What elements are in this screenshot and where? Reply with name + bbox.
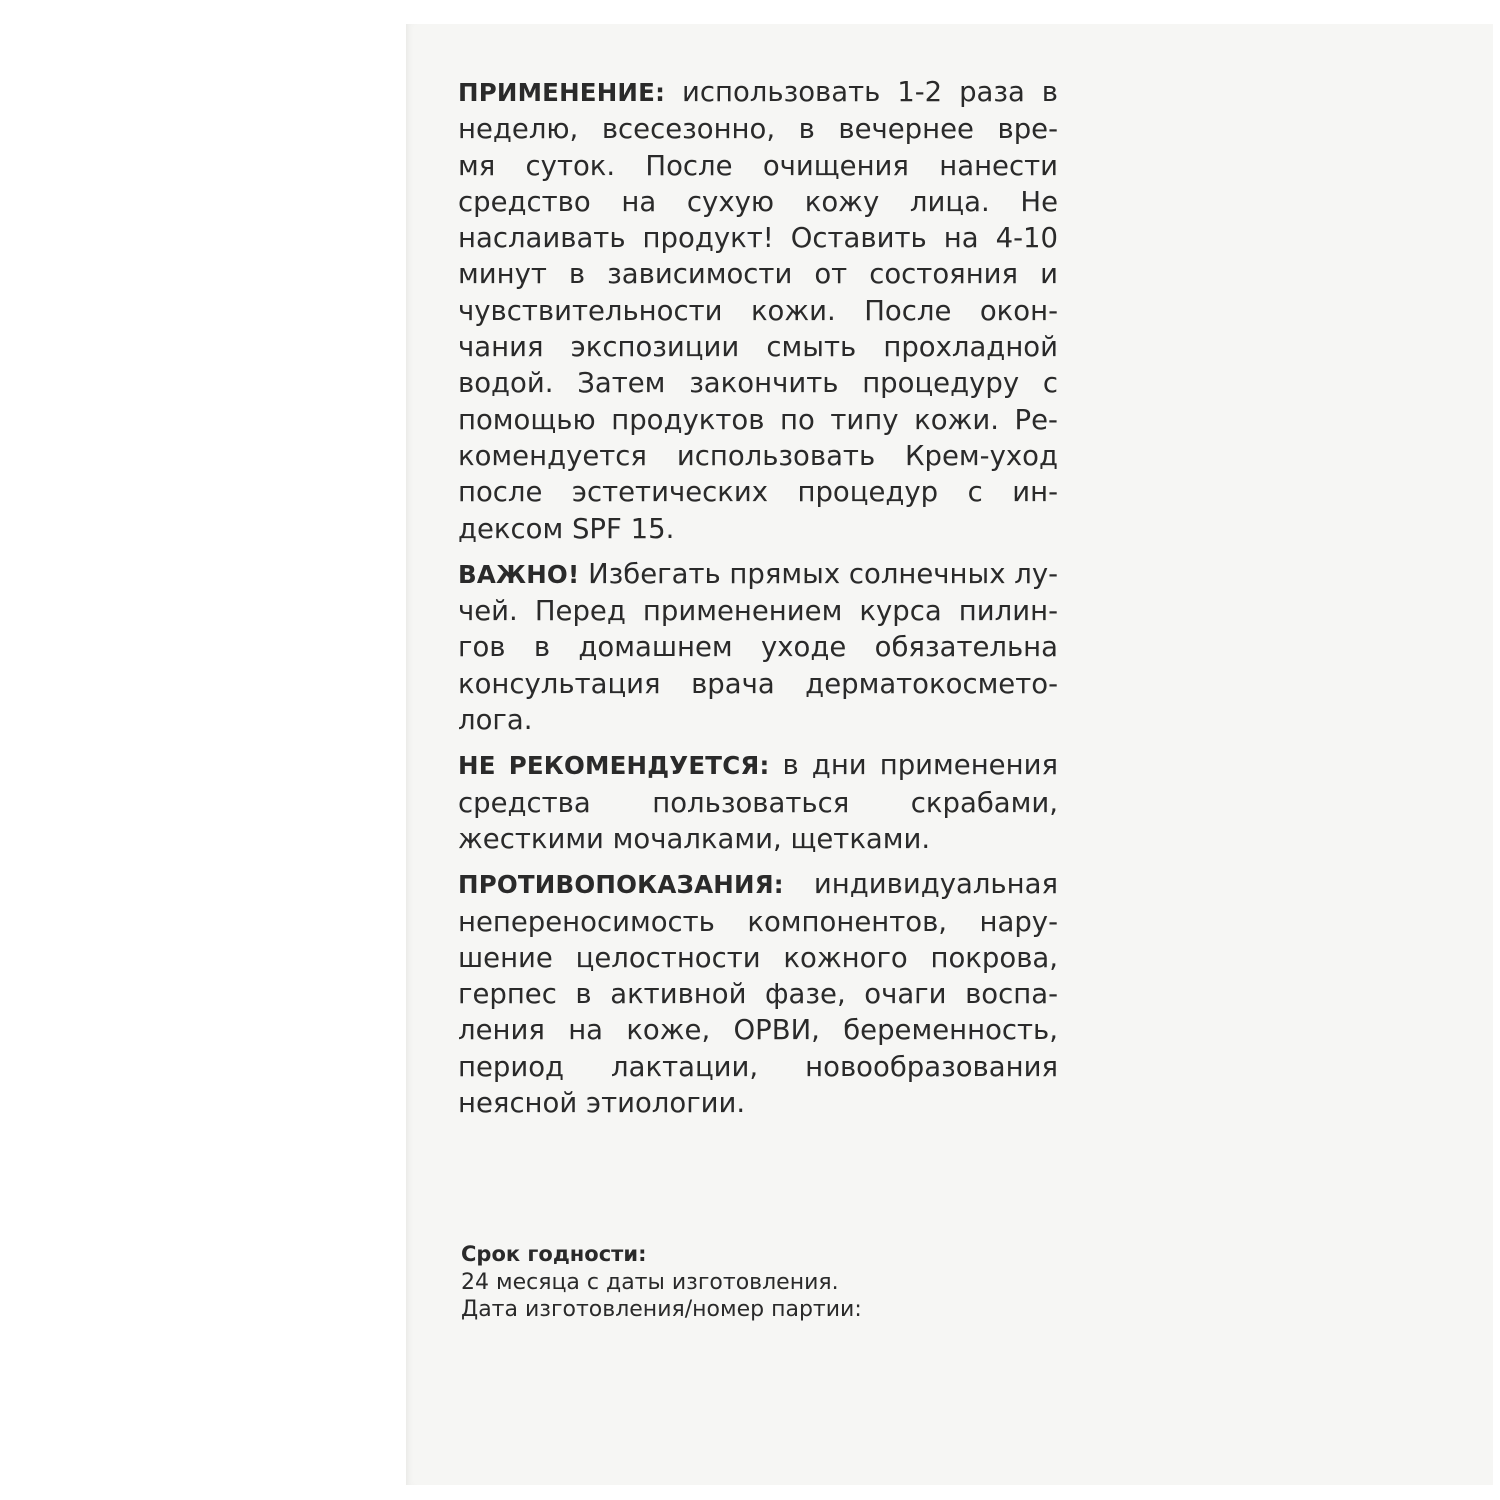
contraindications-line: шение целостности кожного покрова,: [458, 941, 1058, 974]
shelf-life-value: 24 месяца с даты изготовления.: [461, 1269, 839, 1295]
important-line: чей. Перед применением курса пилин-: [458, 595, 1058, 628]
usage-line: дексом SPF 15.: [458, 512, 675, 545]
usage-line: ПРИМЕНЕНИЕ: использовать 1-2 раза в: [458, 76, 1058, 108]
usage-line: после эстетических процедур с ин-: [458, 476, 1058, 509]
important-line: гов в домашнем уходе обязательна: [458, 631, 1058, 664]
usage-line: помощью продуктов по типу кожи. Ре-: [458, 403, 1058, 436]
usage-line: неделю, всесезонно, в вечернее вре-: [458, 113, 1058, 146]
contraindications-line: непереносимость компонентов, нару-: [458, 905, 1058, 938]
contraindications-line: неясной этиологии.: [458, 1087, 746, 1120]
important-line: лога.: [458, 704, 533, 737]
contraindications-line: ПРОТИВОПОКАЗАНИЯ: индивидуальная: [458, 868, 1058, 901]
usage-line: мя суток. После очищения нанести: [458, 149, 1058, 182]
contraindications-heading: ПРОТИВОПОКАЗАНИЯ:: [458, 870, 784, 900]
not-recommended-line: жесткими мочалками, щетками.: [458, 822, 931, 855]
important-paragraph: [458, 556, 1058, 738]
not-recommended-line: средства пользоваться скрабами,: [458, 786, 1058, 819]
usage-line: минут в зависимости от состояния и: [458, 258, 1058, 291]
important-line: ВАЖНО! Избегать прямых солнечных лу-: [458, 557, 1059, 590]
usage-heading: ПРИМЕНЕНИЕ:: [458, 78, 666, 107]
contraindications-line: ления на коже, ОРВИ, беременность,: [458, 1014, 1058, 1047]
not-recommended-heading: НЕ РЕКОМЕНДУЕТСЯ:: [458, 751, 770, 781]
contraindications-paragraph: [458, 866, 1058, 1121]
not-recommended-paragraph: [458, 747, 1058, 857]
shelf-life-block: [461, 1241, 1061, 1324]
important-line: консультация врача дерматокосмето-: [458, 667, 1058, 700]
usage-line: средство на сухую кожу лица. Не: [458, 185, 1058, 218]
important-heading: ВАЖНО!: [458, 559, 580, 589]
batch-label: Дата изготовления/номер партии:: [461, 1297, 862, 1322]
usage-line: чувствительности кожи. После окон-: [458, 294, 1058, 327]
shelf-life-title: Срок годности:: [461, 1242, 647, 1266]
contraindications-line: герпес в активной фазе, очаги воспа-: [458, 978, 1058, 1011]
usage-line: чания экспозиции смыть прохладной: [458, 331, 1058, 364]
usage-line: водой. Затем закончить процедуру с: [458, 367, 1058, 400]
usage-paragraph: [458, 74, 1058, 547]
contraindications-line: период лактации, новообразования: [458, 1050, 1058, 1083]
instructions-text: [458, 74, 1058, 1121]
usage-line: наслаивать продукт! Оставить на 4-10: [458, 222, 1058, 255]
usage-line: комендуется использовать Крем-уход: [458, 439, 1058, 472]
not-recommended-line: НЕ РЕКОМЕНДУЕТСЯ: в дни применения: [458, 749, 1058, 782]
